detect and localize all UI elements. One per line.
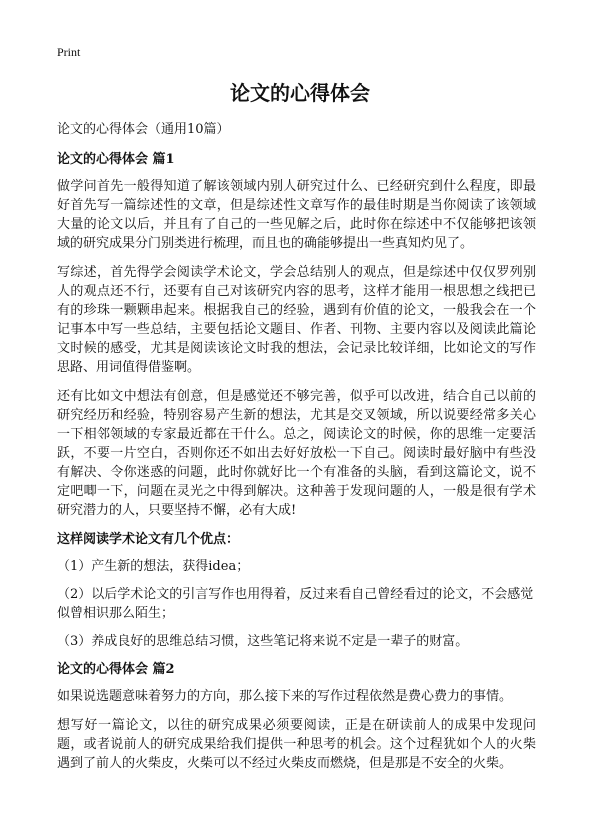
paragraph: 写综述，首先得学会阅读学术论文，学会总结别人的观点，但是综述中仅仅罗列别人的观点还不行，还要有自己对该研究内容的思考，这样才能用一根思想之线把已有的珍珠一颗颗串起来。根据我自己的经验，遇到有价值的论文，一般我会在一个记事本中写一些总结，主要包括论文题目、作者、刊物、主要内容以及阅读此篇论文时候的感受，尤其是阅读该论文时我的想法，会记录比较详细，比如论文的写作思路、用词值得借鉴啊。: [57, 265, 536, 375]
paragraph: 做学问首先一般得知道了解该领域内别人研究过什么、已经研究到什么程度，即最好首先写一篇综述性的文章，但是综述性文章写作的最佳时期是当你阅读了该领域大量的论文以后，并且有了自己的一些见解之后，此时你在综述中不仅能够把该领域的研究成果分门别类进行梳理，而且也的确能够提出一些真知灼见了。: [57, 179, 536, 251]
paragraph: 还有比如文中想法有创意，但是感觉还不够完善，似乎可以改进，结合自己以前的研究经历和经验，特别容易产生新的想法，尤其是交叉领域，所以说要经常多关心一下相邻领域的专家最近都在干什么。总之，阅读论文的时候，你的思维一定要活跃，不要一片空白，否则你还不如出去好好放松一下自己。阅读时最好脑中有些没有解决、令你迷惑的问题，此时你就好比一个有准备的头脑，看到这篇论文，说不定吧唧一下，问题在灵光之中得到解决。这种善于发现问题的人，一般是很有学术研究潜力的人，只要坚持不懈，必有大成!: [57, 389, 536, 518]
paragraph: 想写好一篇论文，以往的研究成果必须要阅读，正是在研读前人的成果中发现问题，或者说前人的研究成果给我们提供一种思考的机会。这个过程犹如个人的火柴遇到了前人的火柴皮，火柴可以不经过火柴皮而燃烧，但是那是不安全的火柴。: [57, 718, 536, 771]
print-link[interactable]: Print: [57, 45, 81, 59]
document-content: [57, 120, 536, 783]
section-heading-1: 论文的心得体会 篇1: [57, 152, 175, 167]
list-item: （1）产生新的想法，获得idea；: [57, 559, 250, 574]
paragraph: 如果说选题意味着努力的方向，那么接下来的写作过程依然是费心费力的事情。: [57, 689, 513, 704]
list-item: （3）养成良好的思维总结习惯，这些笔记将来说不定是一辈子的财富。: [57, 634, 469, 649]
advantages-heading: 这样阅读学术论文有几个优点：: [57, 532, 240, 547]
document-subtitle: 论文的心得体会（通用10篇）: [57, 122, 230, 137]
document-title: 论文的心得体会: [230, 81, 370, 105]
section-heading-2: 论文的心得体会 篇2: [57, 662, 175, 677]
list-item: （2）以后学术论文的引言写作也用得着，反过来看自己曾经看过的论文，不会感觉似曾相识那么陌生；: [57, 587, 534, 621]
